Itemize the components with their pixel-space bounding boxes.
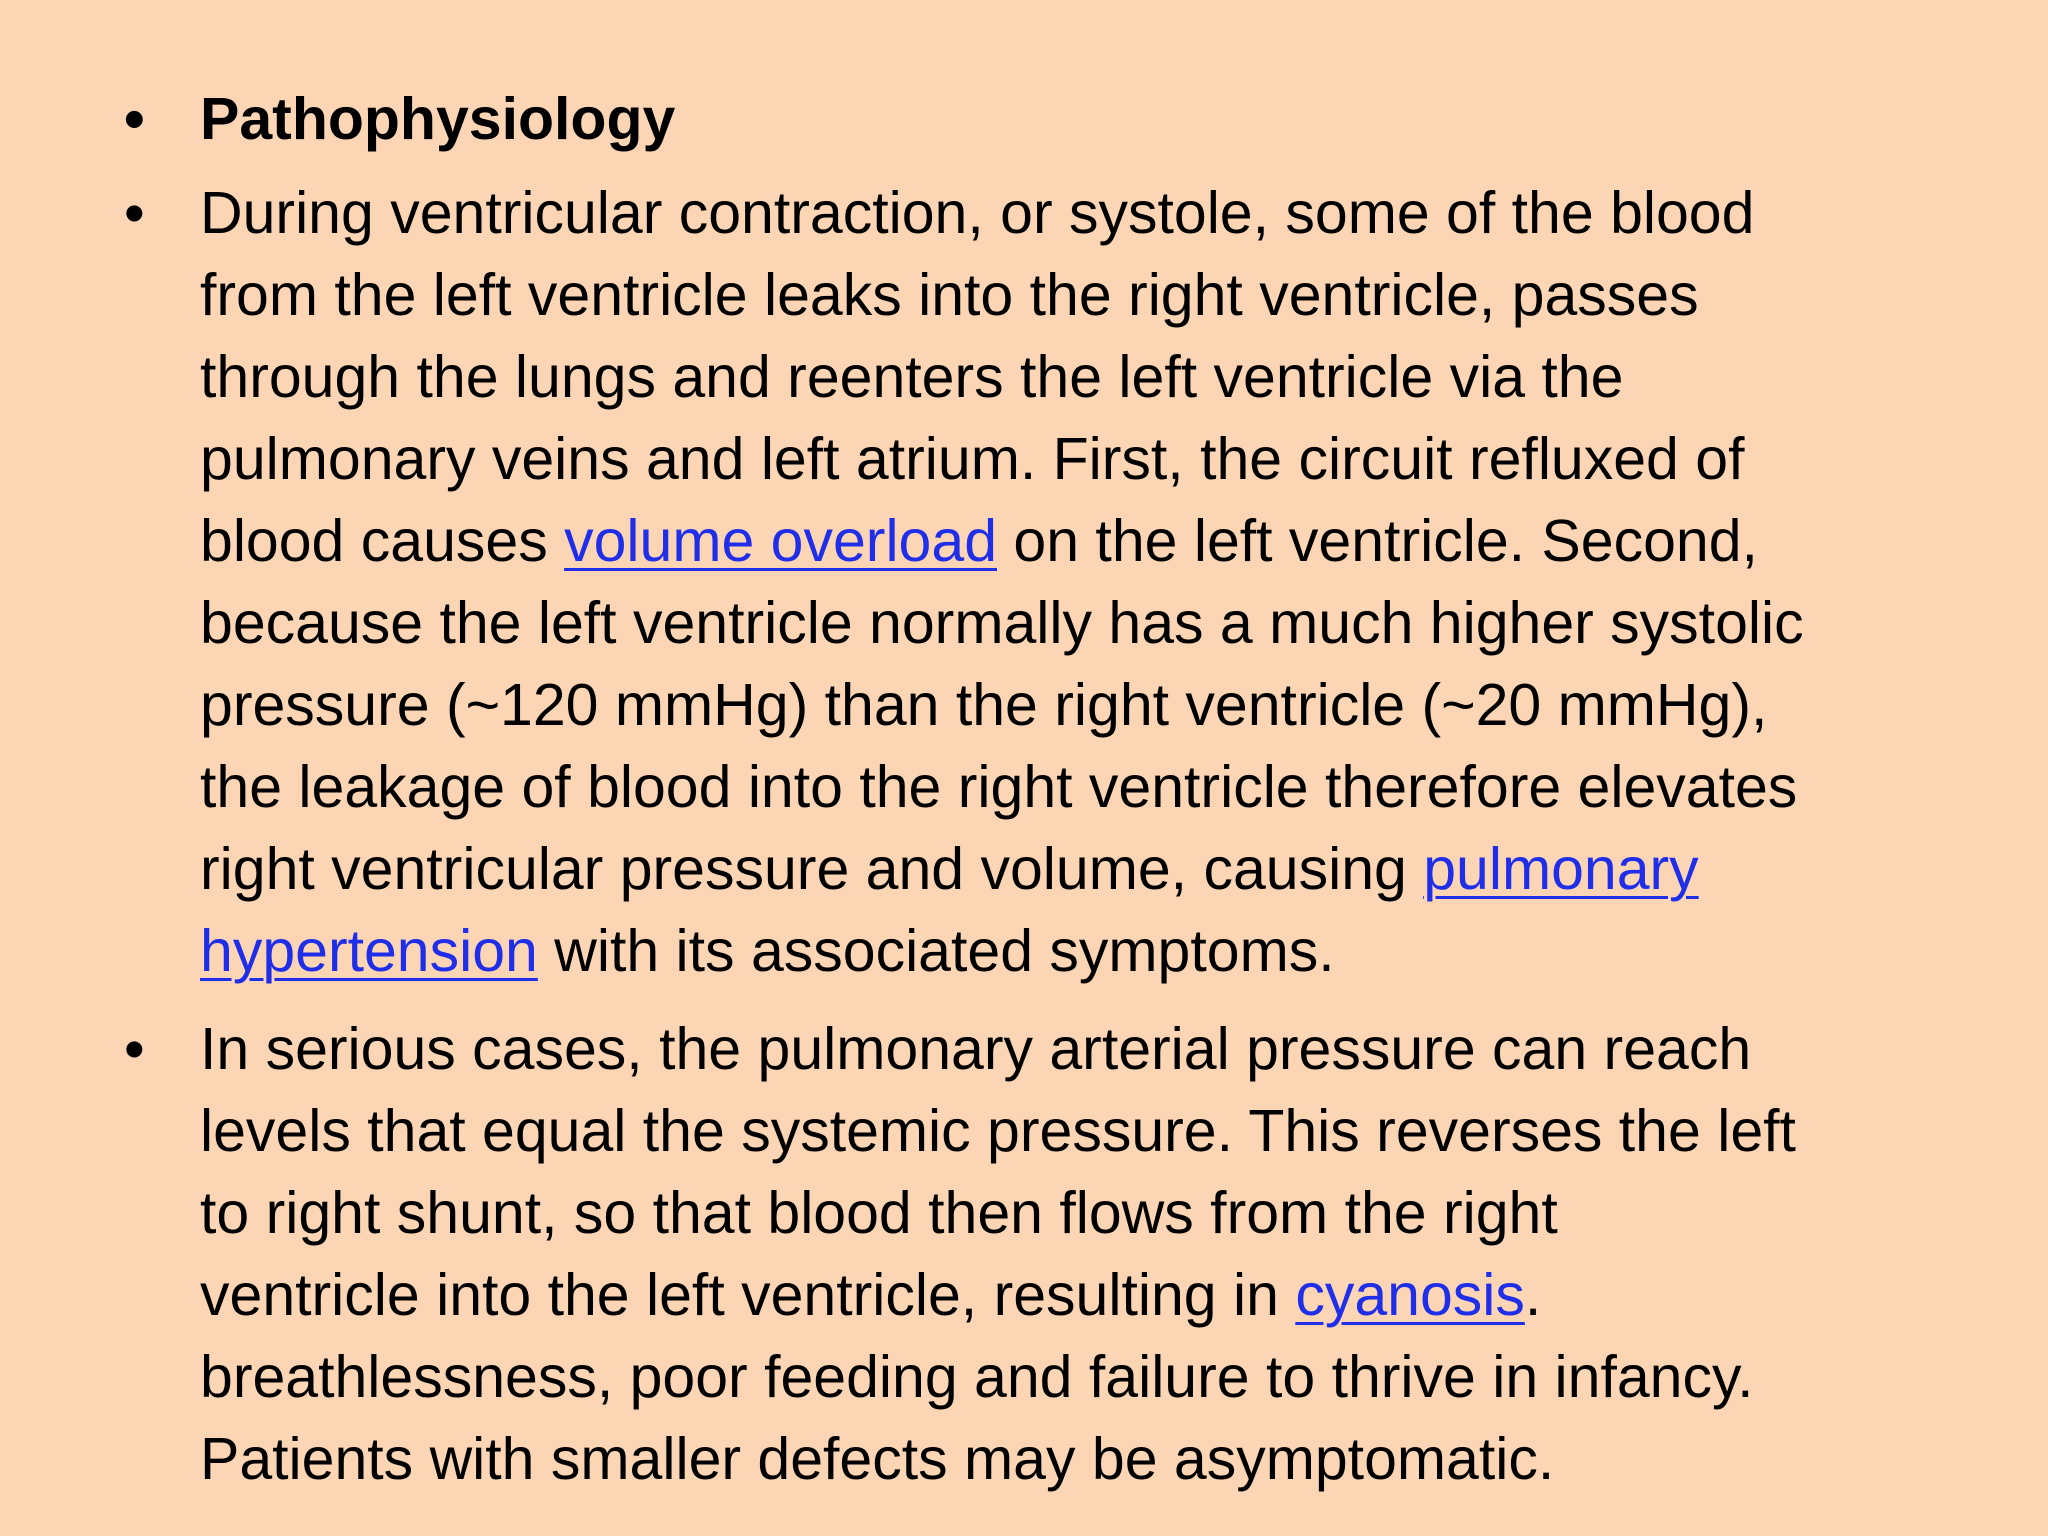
- bullet-icon: •: [124, 180, 145, 246]
- text-fragment: ventricle into the left ventricle, resulting in: [200, 1262, 1296, 1328]
- link-pulmonary-hypertension[interactable]: hypertension: [200, 918, 538, 984]
- bullet-icon: •: [124, 86, 145, 152]
- paragraph-line: In serious cases, the pulmonary arterial pressure can reach: [200, 1016, 1752, 1082]
- paragraph-line: from the left ventricle leaks into the right ventricle, passes: [200, 262, 1699, 328]
- text-fragment: .: [1524, 1262, 1542, 1328]
- bullet-heading: [120, 78, 1960, 160]
- paragraph-line: breathlessness, poor feeding and failure to thrive in infancy.: [200, 1344, 1754, 1410]
- bullet-icon: •: [124, 1016, 145, 1082]
- paragraph-line: through the lungs and reenters the left ventricle via the: [200, 344, 1624, 410]
- paragraph-line: During ventricular contraction, or systole, some of the blood: [200, 180, 1755, 246]
- paragraph-line: [200, 828, 1960, 910]
- text-fragment: with its associated symptoms.: [537, 918, 1335, 984]
- link-pulmonary-hypertension[interactable]: pulmonary: [1423, 836, 1699, 902]
- paragraph-line: Patients with smaller defects may be asymptomatic.: [200, 1426, 1555, 1492]
- paragraph-line: [200, 1254, 1960, 1336]
- link-cyanosis[interactable]: cyanosis: [1295, 1262, 1525, 1328]
- paragraph-line: because the left ventricle normally has a much higher systolic: [200, 590, 1804, 656]
- bullet-paragraph-2: [120, 1008, 1960, 1500]
- paragraph-line: to right shunt, so that blood then flows from the right: [200, 1180, 1558, 1246]
- section-heading: Pathophysiology: [200, 86, 676, 152]
- paragraph-line: levels that equal the systemic pressure. This reverses the left: [200, 1098, 1796, 1164]
- paragraph-line: pulmonary veins and left atrium. First, the circuit refluxed of: [200, 426, 1745, 492]
- text-fragment: right ventricular pressure and volume, causing: [200, 836, 1424, 902]
- text-fragment: blood causes: [200, 508, 565, 574]
- link-volume-overload[interactable]: volume overload: [564, 508, 998, 574]
- paragraph-line: the leakage of blood into the right ventricle therefore elevates: [200, 754, 1798, 820]
- paragraph-line: pressure (~120 mmHg) than the right ventricle (~20 mmHg),: [200, 672, 1768, 738]
- text-fragment: on the left ventricle. Second,: [997, 508, 1758, 574]
- paragraph-line: [200, 910, 1960, 992]
- bullet-paragraph-1: [120, 172, 1960, 992]
- paragraph-line: [200, 500, 1960, 582]
- bullet-list: [120, 78, 1960, 1516]
